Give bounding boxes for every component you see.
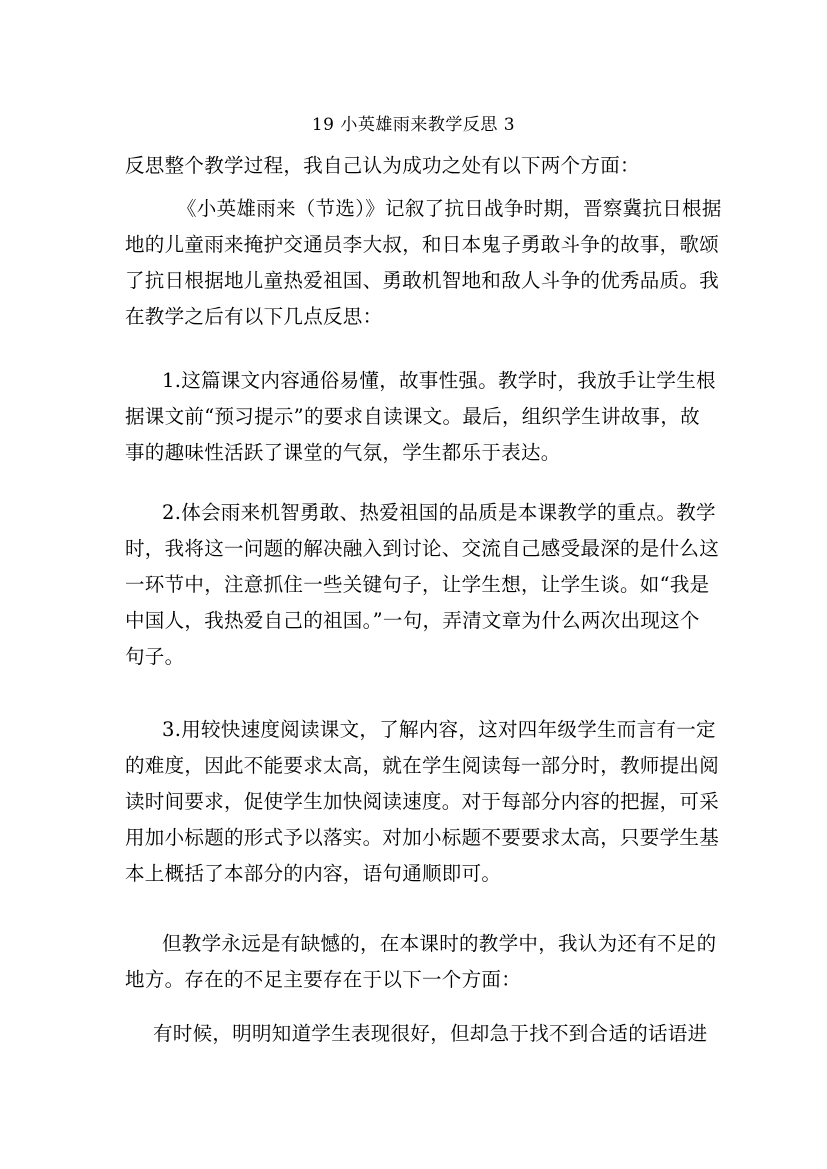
text-line: 地的儿童雨来掩护交通员李大叔，和日本鬼子勇敢斗争的故事，歌颂 (125, 233, 720, 256)
text-line: 的难度，因此不能要求太高，就在学生阅读每一部分时，教师提出阅 (125, 754, 720, 777)
text-line: 有时候，明明知道学生表现很好，但却急于找不到合适的话语进 (153, 1022, 708, 1045)
paragraph-closing (125, 1016, 715, 1052)
text-line: 读时间要求，促使学生加快阅读速度。对于每部分内容的把握，可采 (125, 790, 720, 813)
text-line: 据课文前“预习提示”的要求自读课文。最后，组织学生讲故事，故 (125, 405, 700, 428)
document-title: 19 小英雄雨来教学反思 3 (311, 115, 516, 135)
text-line: 但教学永远是有缺憾的，在本课时的教学中，我认为还有不足的 (162, 932, 717, 955)
text-line: 时，我将这一问题的解决融入到讨论、交流自己感受最深的是什么这 (125, 537, 720, 560)
text-line: 1.这篇课文内容通俗易懂，故事性强。教学时，我放手让学生根 (162, 369, 716, 392)
text-line: 事的趣味性活跃了课堂的气氛，学生都乐于表达。 (125, 441, 561, 464)
text-line: 地方。存在的不足主要存在于以下一个方面： (125, 968, 522, 991)
text-line: 反思整个教学过程，我自己认为成功之处有以下两个方面： (125, 154, 640, 177)
text-line: 在教学之后有以下几点反思： (125, 305, 383, 328)
paragraph-point-3 (125, 712, 720, 892)
text-line: 用加小标题的形式予以落实。对加小标题不要要求太高，只要学生基 (125, 826, 720, 849)
text-line: 中国人，我热爱自己的祖国。”一句，弄清文章为什么两次出现这个 (125, 609, 700, 632)
text-line: 一环节中，注意抓住一些关键句子，让学生想，让学生谈。如“我是 (125, 573, 710, 596)
text-line: 了抗日根据地儿童热爱祖国、勇敢机智地和敌人斗争的优秀品质。我 (125, 269, 720, 292)
paragraph-point-2 (125, 495, 720, 675)
text-line: 句子。 (125, 645, 185, 668)
paragraph-summary (125, 191, 722, 335)
text-line: 3.用较快速度阅读课文，了解内容，这对四年级学生而言有一定 (162, 718, 716, 741)
text-line: 本上概括了本部分的内容，语句通顺即可。 (125, 862, 502, 885)
text-line: 《小英雄雨来（节选）》记叙了抗日战争时期，晋察冀抗日根据 (177, 197, 722, 220)
text-line: 2.体会雨来机智勇敢、热爱祖国的品质是本课教学的重点。教学 (162, 501, 716, 524)
paragraph-shortcomings (125, 926, 715, 998)
paragraph-point-1 (125, 363, 715, 471)
paragraph-intro (125, 148, 715, 184)
